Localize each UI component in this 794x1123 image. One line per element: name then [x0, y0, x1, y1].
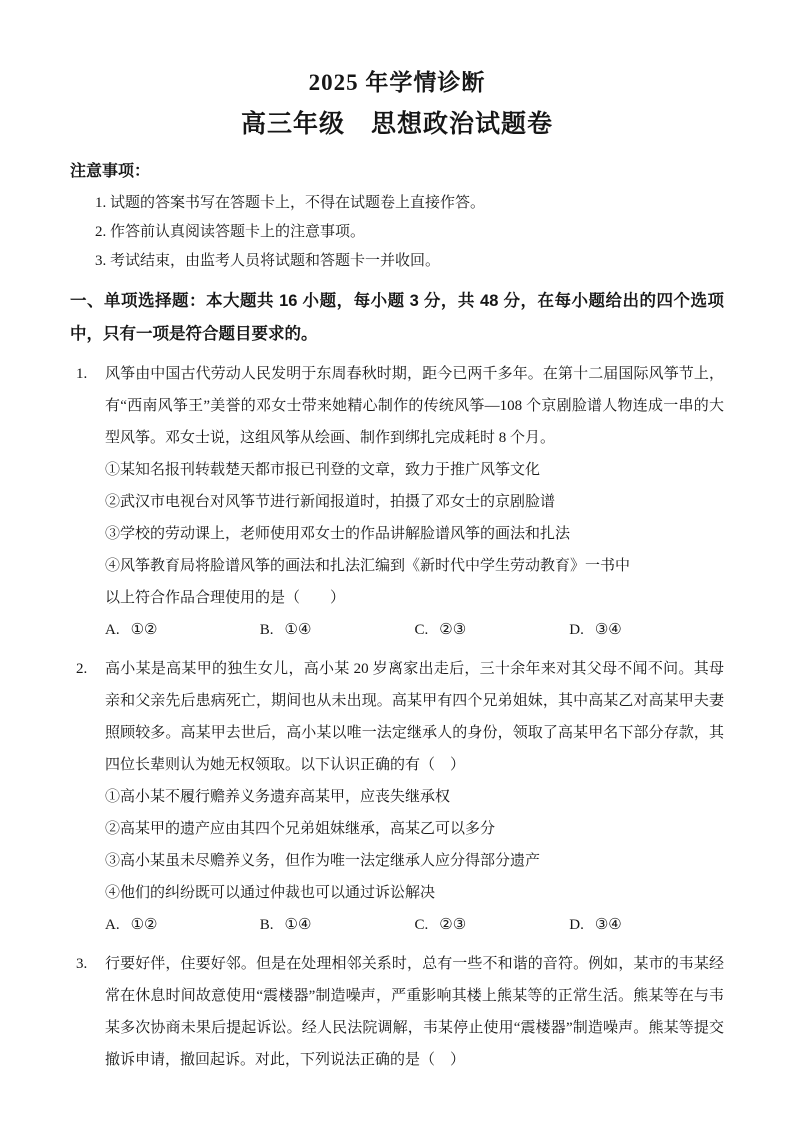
notice-heading: 注意事项： [70, 163, 151, 180]
option-c [415, 909, 570, 941]
option-label: A. [105, 917, 120, 933]
question-stem: 行要好伴，住要好邻。但是在处理相邻关系时，总有一些不和谐的音符。例如，某市的韦某经常在休息时间故意使用“震楼器”制造噪声，严重影响其楼上熊某等的正常生活。熊某等在与韦某多次协商未果后提起诉讼。经人民法院调解，韦某停止使用“震楼器”制造噪声。熊某等提交撤诉申请，撤回起诉。对此，下列说法正确的是（ ） [105, 956, 724, 1068]
option-value: ②③ [439, 622, 467, 638]
option-value: ③④ [594, 917, 622, 933]
question-body [105, 358, 724, 646]
question-number: 3. [76, 956, 88, 972]
question-list-item: ③学校的劳动课上，老师使用邓女士的作品讲解脸谱风筝的画法和扎法 [105, 526, 571, 542]
page-title-line1: 2025 年学情诊断 [308, 70, 486, 95]
option-value: ①② [130, 622, 158, 638]
notice-item: 3. 考试结束，由监考人员将试题和答题卡一并收回。 [95, 253, 441, 269]
option-b [260, 614, 415, 646]
question-list-item: ④他们的纠纷既可以通过仲裁也可以通过诉讼解决 [105, 885, 436, 901]
question-list-item: ①某知名报刊转载楚天都市报已刊登的文章，致力于推广风筝文化 [105, 462, 541, 478]
page-title-line2: 高三年级 思想政治试题卷 [240, 110, 553, 138]
option-a [105, 909, 260, 941]
question-stem: 高小某是高某甲的独生女儿，高小某 20 岁离家出走后，三十余年来对其父母不闻不问。其母亲和父亲先后患病死亡，期间也从未出现。高某甲有四个兄弟姐妹，其中高某乙对高某甲夫妻照顾较多。高某甲去世后，高小某以唯一法定继承人的身份，领取了高某甲名下部分存款，其四位长辈则认为她无权领取。以下认识正确的有（ ） [105, 661, 724, 773]
option-d [569, 909, 724, 941]
question-stem: 风筝由中国古代劳动人民发明于东周春秋时期，距今已两千多年。在第十二届国际风筝节上，有“西南风筝王”美誉的邓女士带来她精心制作的传统风筝—108 个京剧脸谱人物连成一串的大型风筝。邓女士说，这组风筝从绘画、制作到绑扎完成耗时 8 个月。 [105, 366, 724, 446]
option-label: C. [414, 622, 429, 638]
question-list-item: ③高小某虽未尽赡养义务，但作为唯一法定继承人应分得部分遗产 [105, 853, 541, 869]
question-number: 2. [76, 661, 88, 677]
options-row [105, 909, 724, 941]
question [70, 358, 724, 646]
section-heading: 一、单项选择题：本大题共 16 小题，每小题 3 分，共 48 分，在每小题给出的四个选项中，只有一项是符合题目要求的。 [70, 292, 724, 343]
option-value: ③④ [594, 622, 622, 638]
question-list-item: ①高小某不履行赡养义务遗弃高某甲，应丧失继承权 [105, 789, 451, 805]
option-value: ①② [130, 917, 158, 933]
question-list-item: ②武汉市电视台对风筝节进行新闻报道时，拍摄了邓女士的京剧脸谱 [105, 494, 556, 510]
option-value: ①④ [284, 917, 312, 933]
option-label: C. [414, 917, 429, 933]
question [70, 653, 724, 941]
notice-block [70, 159, 724, 276]
option-value: ①④ [284, 622, 312, 638]
question-list-item: ②高某甲的遗产应由其四个兄弟姐妹继承，高某乙可以多分 [105, 821, 496, 837]
options-row [105, 614, 724, 646]
question-body [105, 653, 724, 941]
option-d [569, 614, 724, 646]
option-label: A. [105, 622, 120, 638]
question-list-item: ④风筝教育局将脸谱风筝的画法和扎法汇编到《新时代中学生劳动教育》一书中 [105, 558, 631, 574]
option-b [260, 909, 415, 941]
question-prompt: 以上符合作品合理使用的是（ ） [105, 590, 346, 606]
option-value: ②③ [439, 917, 467, 933]
question [70, 948, 724, 1076]
notice-item: 1. 试题的答案书写在答题卡上，不得在试题卷上直接作答。 [95, 195, 486, 211]
option-label: D. [569, 622, 584, 638]
question-number: 1. [76, 366, 88, 382]
option-a [105, 614, 260, 646]
option-label: B. [259, 622, 274, 638]
option-c [415, 614, 570, 646]
notice-item: 2. 作答前认真阅读答题卡上的注意事项。 [95, 224, 366, 240]
question-body [105, 948, 724, 1076]
option-label: D. [569, 917, 584, 933]
option-label: B. [259, 917, 274, 933]
